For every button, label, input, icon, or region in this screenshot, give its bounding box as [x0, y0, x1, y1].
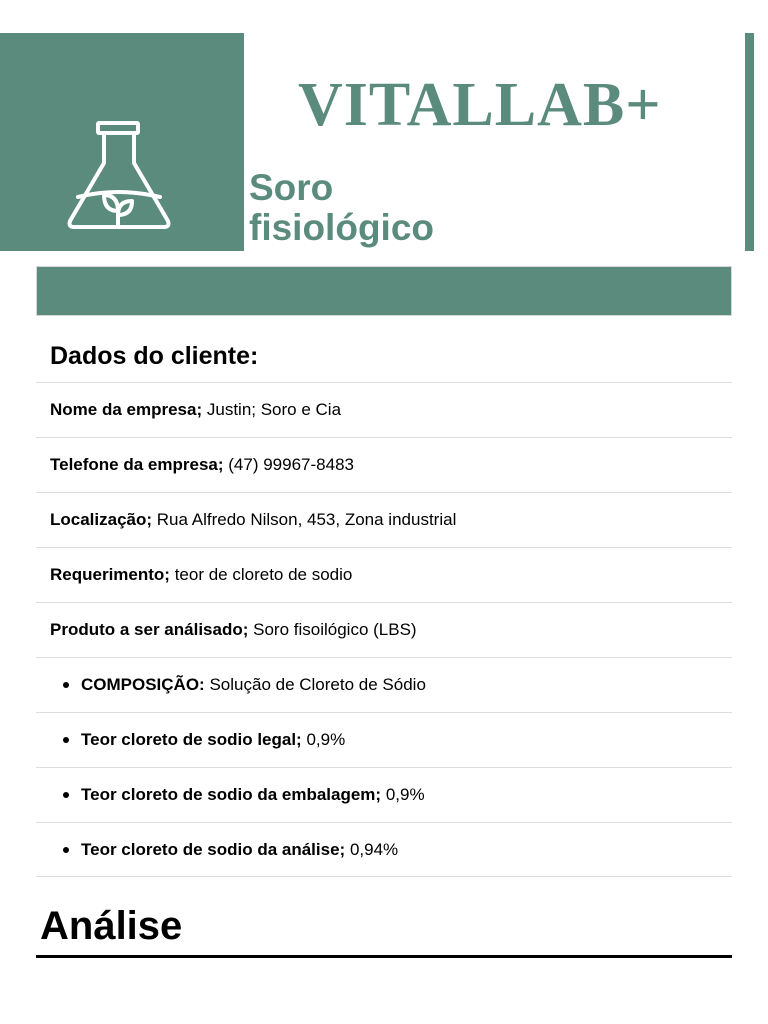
logo-block: [0, 33, 244, 251]
row-label: Produto a ser análisado;: [50, 620, 249, 639]
bullet-value: 0,94%: [349, 839, 399, 859]
document-subtitle: Soro fisiológico: [249, 167, 434, 248]
analysis-divider: [36, 955, 732, 958]
client-data-list: [36, 382, 732, 877]
brand-name: VITALLAB+: [298, 71, 662, 139]
bullet-label: Teor cloreto de sodio da embalagem;: [81, 785, 382, 804]
row-label: Localização;: [50, 510, 153, 529]
row-label: Nome da empresa;: [50, 400, 203, 419]
bullet-analysis-content: [36, 822, 732, 877]
analysis-heading: Análise: [40, 904, 183, 948]
bullet-legal-content: [36, 712, 732, 767]
bullet-label: COMPOSIÇÃO:: [81, 675, 205, 694]
bullet-value: 0,9%: [385, 785, 425, 804]
bullet-package-content: [36, 767, 732, 822]
row-value: teor de cloreto de sodio: [174, 565, 353, 584]
row-value: Justin; Soro e Cia: [206, 400, 342, 419]
row-value: Rua Alfredo Nilson, 453, Zona industrial: [156, 510, 457, 529]
client-heading: Dados do cliente:: [50, 342, 259, 370]
bullet-label: Teor cloreto de sodio da análise;: [81, 839, 346, 859]
accent-bar: [745, 33, 754, 251]
bullet-label: Teor cloreto de sodio legal;: [81, 730, 302, 749]
flask-with-leaf-icon: [60, 117, 176, 233]
row-value: Soro fisoilógico (LBS): [253, 620, 417, 639]
row-label: Telefone da empresa;: [50, 455, 224, 474]
bullet-value: 0,9%: [306, 730, 346, 749]
row-company-name: [36, 382, 732, 437]
row-value: (47) 99967-8483: [228, 455, 354, 474]
bullet-composition: [36, 657, 732, 712]
row-company-phone: [36, 437, 732, 492]
row-label: Requerimento;: [50, 565, 170, 584]
row-location: [36, 492, 732, 547]
row-product: [36, 602, 732, 657]
header-band: [36, 266, 732, 316]
row-requirement: [36, 547, 732, 602]
bullet-value: Solução de Cloreto de Sódio: [209, 675, 426, 694]
